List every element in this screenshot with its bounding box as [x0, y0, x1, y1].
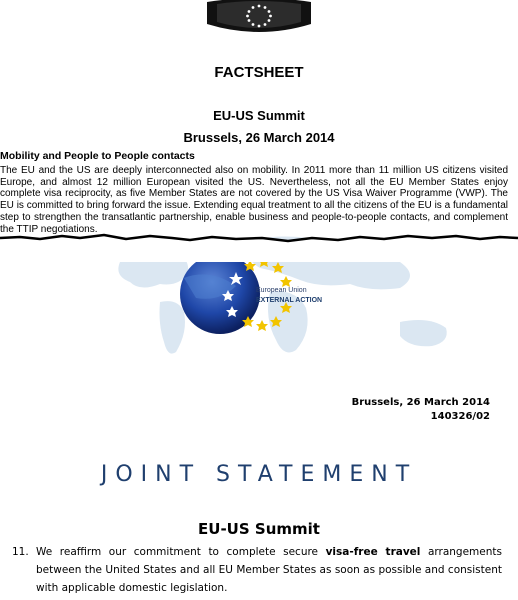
logo-line-1: European Union — [256, 287, 307, 294]
item-text-after: arrangements between the United States and all EU Member States as soon as possible and consistent with applicable domestic legislation. — [36, 546, 502, 594]
factsheet-paragraph: The EU and the US are deeply interconnected also on mobility. In 2011 more than 11 million US citizens visited Europe, and almost 12 million European visited the US. Nevertheless, not all the EU Member States enjoy complete visa reciprocity, as five Member States are not covered by the US Visa Waiver Programme (VWP). The EU is committed to bring forward the issue. Extending equal treatment to all the citizens of the EU is a fundamental step to strengthen the transatlantic partnership, enable business and people-to-people contacts, and complement the TTIP negotiations. — [0, 165, 508, 235]
statement-item-11 — [12, 543, 502, 597]
statement-reference: 140326/02 — [430, 411, 490, 422]
factsheet-summit-date: Brussels, 26 March 2014 — [183, 130, 335, 145]
logo-line-2: EXTERNAL ACTION — [256, 297, 323, 304]
statement-summit-title: EU-US Summit — [198, 520, 320, 538]
item-text — [36, 543, 502, 597]
factsheet-title: FACTSHEET — [214, 64, 304, 81]
joint-statement-title: JOINT STATEMENT — [100, 462, 418, 487]
statement-place-date: Brussels, 26 March 2014 — [351, 397, 490, 408]
section-heading: Mobility and People to People contacts — [0, 150, 195, 162]
statement-meta — [352, 396, 490, 424]
item-number: 11. — [12, 546, 29, 558]
torn-paper-divider — [0, 222, 518, 262]
item-text-bold: visa-free travel — [325, 546, 421, 558]
item-text-before: We reaffirm our commitment to complete secure — [36, 546, 326, 558]
eu-emblem-logo — [203, 0, 315, 34]
factsheet-summit-title: EU-US Summit — [213, 108, 305, 123]
